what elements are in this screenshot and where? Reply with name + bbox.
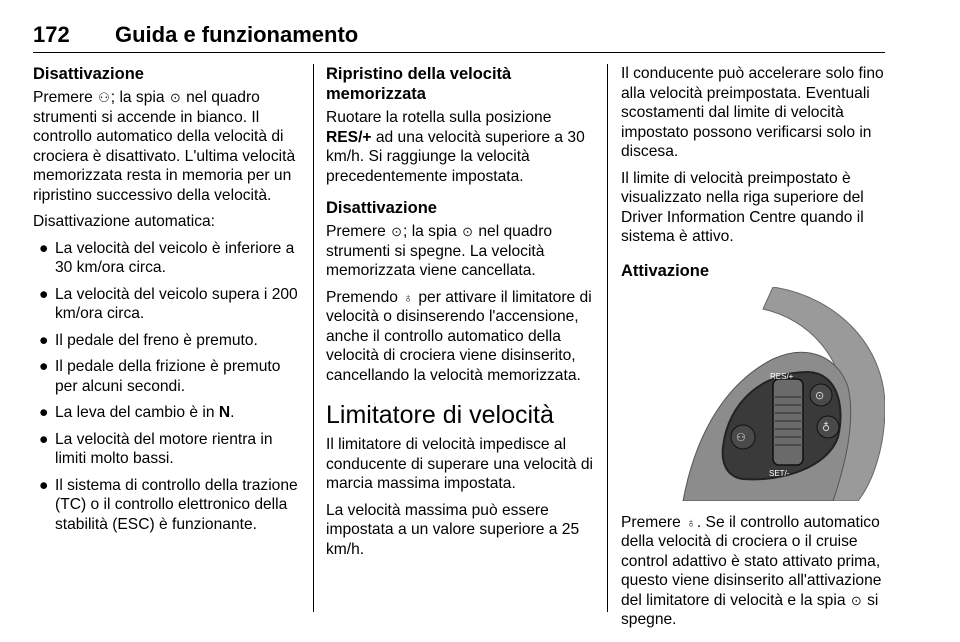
steering-wheel-illustration bbox=[623, 287, 885, 501]
speed-limiter-icon: ⊙ bbox=[169, 90, 181, 105]
speed-limiter-icon: ⊙ bbox=[815, 388, 825, 402]
cruise-control-icon: ⚇ bbox=[98, 90, 110, 105]
wheel-label-set: SET/- bbox=[769, 468, 790, 478]
speed-limiter-button-icon: ♁ bbox=[822, 420, 831, 434]
paragraph: Premere ⊙; la spia ⊙ nel quadro strumenti si spegne. La velocità memorizzata viene cancellata. bbox=[326, 223, 553, 279]
cruise-control-icon: ⊙ bbox=[850, 592, 862, 608]
speed-limiter-icon: ⊙ bbox=[391, 224, 403, 239]
column-3 bbox=[621, 64, 889, 637]
page-number: 172 bbox=[33, 22, 70, 47]
list-item: ● La velocità del motore rientra in limiti molto bassi. bbox=[39, 430, 273, 467]
paragraph: Premere ⚇; la spia ⊙ nel quadro strumenti si accende in bianco. Il controllo automatico della velocità di crociera è disattivato. L'ultima velocità memorizzata resta in memoria per un ripristino successivo della velocità. bbox=[33, 89, 296, 204]
column-2 bbox=[326, 64, 594, 566]
paragraph: La velocità massima può essere impostata a un valore superiore a 25 km/h. bbox=[326, 501, 580, 558]
paragraph: Il limitatore di velocità impedisce al conducente di superare una velocità di marcia massima impostata. bbox=[326, 436, 594, 492]
column-divider bbox=[607, 64, 608, 612]
column-divider bbox=[313, 64, 314, 612]
speed-limiter-button-icon: ♁ bbox=[686, 514, 696, 530]
paragraph: Disattivazione automatica: bbox=[33, 213, 216, 230]
thumbwheel bbox=[773, 379, 803, 465]
heading-disattivazione-2: Disattivazione bbox=[326, 199, 437, 217]
heading-limitatore: Limitatore di velocità bbox=[326, 401, 554, 429]
paragraph: Premendo ♁ per attivare il limitatore di velocità o disinserendo l'accensione, anche il controllo automatico della velocità di crociera viene disinserito, cancellando la velocità memorizzata. bbox=[326, 288, 592, 384]
paragraph: Il conducente può accelerare solo fino alla velocità preimpostata. Eventuali scostamenti dal limite di velocità impostato possono verificarsi solo in discesa. bbox=[621, 65, 884, 160]
bullet-list bbox=[33, 239, 301, 535]
paragraph: Ruotare la rotella sulla posizione RES/+ ad una velocità superiore a 30 km/h. Si raggiunge la velocità precedentemente impostata. bbox=[326, 109, 585, 185]
heading-attivazione: Attivazione bbox=[621, 261, 710, 280]
heading-disattivazione: Disattivazione bbox=[33, 65, 144, 83]
column-1 bbox=[33, 64, 301, 541]
speed-limiter-button-icon: ♁ bbox=[403, 289, 414, 305]
paragraph: Premere ♁. Se il controllo automatico della velocità di crociera o il cruise control adattivo è stato attivato prima, questo viene disinserito all'attivazione del limitatore di velocità e la spia ⊙ si spegne. bbox=[621, 513, 882, 628]
list-item: ● La velocità del veicolo supera i 200 km/ora circa. bbox=[39, 285, 298, 322]
list-item: ● La velocità del veicolo è inferiore a 30 km/ora circa. bbox=[39, 239, 295, 276]
speed-limiter-icon: ⊙ bbox=[462, 224, 474, 239]
list-item: ● La leva del cambio è in N. bbox=[39, 404, 235, 421]
list-item: ● Il pedale del freno è premuto. bbox=[39, 331, 258, 349]
paragraph: Il limite di velocità preimpostato è visualizzato nella riga superiore del Driver Information Centre quando il sistema è attivo. bbox=[621, 169, 864, 245]
wheel-label-res: RES/+ bbox=[770, 371, 794, 381]
page-header bbox=[33, 22, 885, 53]
section-title: Guida e funzionamento bbox=[115, 22, 359, 47]
list-item: ● Il sistema di controllo della trazione (TC) o il controllo elettronico della stabilità (ESC) è funzionante. bbox=[39, 476, 298, 533]
cruise-control-icon: ⚇ bbox=[736, 430, 746, 444]
heading-ripristino: Ripristino della velocità memorizzata bbox=[326, 65, 512, 103]
list-item: ● Il pedale della frizione è premuto per alcuni secondi. bbox=[39, 358, 281, 395]
